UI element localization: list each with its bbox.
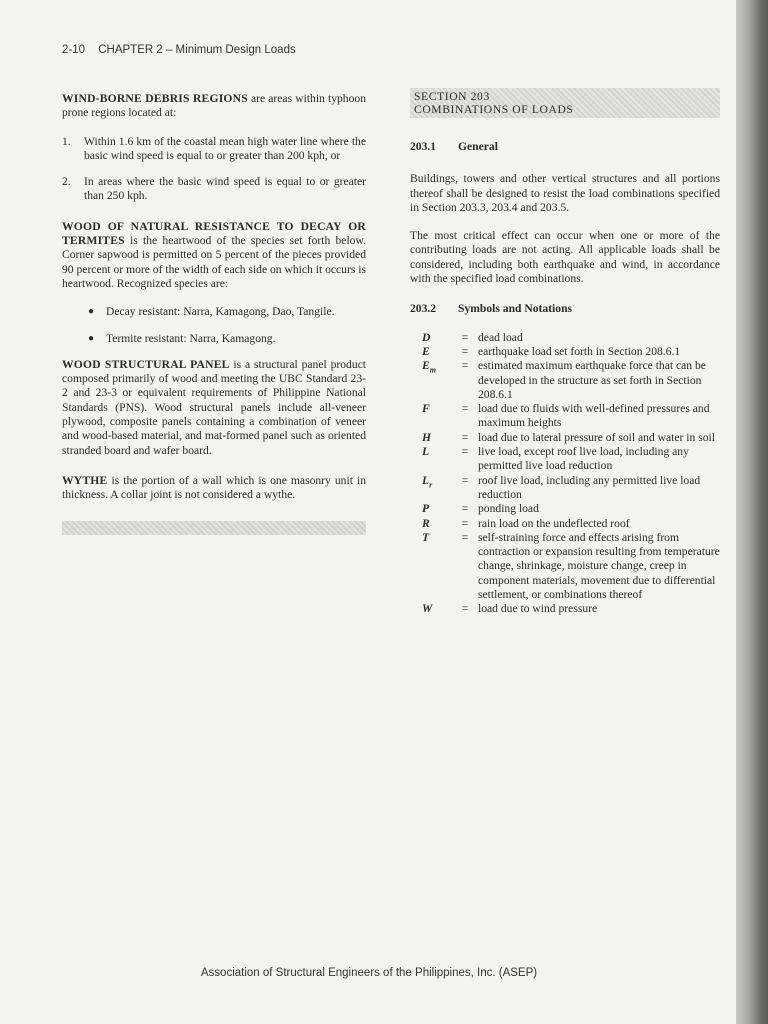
page-header <box>62 44 296 56</box>
symbol: $L_r$ <box>422 473 433 489</box>
symbol: W <box>422 602 433 616</box>
symbol-description: rain load on the undeflected roof <box>478 516 630 530</box>
symbol-description: load due to lateral pressure of soil and water in soil <box>478 430 715 444</box>
definition-wood-natural <box>62 220 366 291</box>
symbol-description: load due to wind pressure <box>478 602 598 616</box>
symbol-row <box>410 402 720 431</box>
symbol-row <box>410 474 720 503</box>
bullet-icon: ● <box>88 306 95 318</box>
page-footer: Association of Structural Engineers of the Philippines, Inc. (ASEP) <box>200 967 538 979</box>
chapter-title: CHAPTER 2 – Minimum Design Loads <box>98 44 296 56</box>
equals-sign: = <box>461 344 469 358</box>
term-wood-natural: WOOD OF NATURAL RESISTANCE TO DECAY OR TERMITES <box>62 219 366 248</box>
equals-sign: = <box>461 516 469 530</box>
symbol-row <box>410 517 720 531</box>
list-text: In areas where the basic wind speed is equal to or greater than 250 kph. <box>84 175 366 203</box>
def-wind-borne: are areas within typhoon prone regions located at: <box>62 92 366 120</box>
symbol: E <box>422 344 430 358</box>
symbol-description: estimated maximum earthquake force that can be developed in the structure as set forth in Section 208.6.1 <box>478 359 706 401</box>
right-column <box>410 88 720 617</box>
section-number: SECTION 203 <box>414 90 490 103</box>
equals-sign: = <box>461 330 469 344</box>
symbol-description: ponding load <box>478 502 539 516</box>
paragraph: Buildings, towers and other vertical structures and all portions thereof shall be designed to resist the load combinations specified in Section 203.3, 203.4 and 203.5. <box>410 172 720 214</box>
page-number: 2-10 <box>62 44 86 56</box>
symbol-description: self-straining force and effects arising from contraction or expansion resulting from temperature change, shrinkage, moisture change, creep in component materials, movement due to differential settlement, or combinations thereof <box>478 530 720 602</box>
equals-sign: = <box>461 445 469 459</box>
symbol-row <box>410 531 720 602</box>
equals-sign: = <box>461 530 469 544</box>
symbol: $E_m$ <box>422 359 436 375</box>
list-item <box>88 332 366 346</box>
symbol-description: roof live load, including any permitted live load reduction <box>478 473 701 501</box>
term-wythe: WYTHE <box>62 473 108 487</box>
list-text: Termite resistant: Narra, Kamagong. <box>106 331 276 345</box>
list-item <box>62 175 366 204</box>
symbol-description: dead load <box>478 330 523 344</box>
section-heading <box>410 88 720 118</box>
species-list <box>88 305 366 346</box>
symbol-row <box>410 602 720 616</box>
list-number: 2. <box>62 175 71 189</box>
equals-sign: = <box>461 502 469 516</box>
bullet-icon: ● <box>88 332 95 344</box>
equals-sign: = <box>461 402 469 416</box>
symbol: R <box>422 516 430 530</box>
def-wood-panel: is a structural panel product composed primarily of wood and meeting the UBC Standard 23-2 and 23-3 or equivalent requirements of Philippine National Standards (PNS). Wood structural panels include all-veneer plywood, composite panels containing a combination of veneer and wood-based material, and mat-formed panel such as oriented stranded board and wafer board. <box>62 357 366 457</box>
symbol: L <box>422 445 430 459</box>
symbol-row <box>410 445 720 474</box>
list-item <box>62 135 366 164</box>
paragraph: The most critical effect can occur when one or more of the contributing loads are not acting. All applicable loads shall be considered, including both earthquake and wind, in accordance with the specified load combinations. <box>410 229 720 286</box>
definition-wood-panel <box>62 358 366 458</box>
equals-sign: = <box>461 359 469 373</box>
symbol: T <box>422 530 430 544</box>
symbol: D <box>422 330 431 344</box>
list-text: Decay resistant: Narra, Kamagong, Dao, Tangile. <box>106 305 335 319</box>
symbol-description: earthquake load set forth in Section 208.6.1 <box>478 344 681 358</box>
equals-sign: = <box>461 430 469 444</box>
list-text: Within 1.6 km of the coastal mean high water line where the basic wind speed is equal to or greater than 200 kph, or <box>84 134 366 162</box>
symbols-table <box>410 331 720 617</box>
def-wythe: is the portion of a wall which is one masonry unit in thickness. A collar joint is not considered a wythe. <box>62 473 366 502</box>
definition-wind-borne <box>62 92 366 121</box>
definition-wythe <box>62 474 366 503</box>
book-spine-shadow <box>736 0 768 1024</box>
subsection-number: 203.1 <box>410 140 437 153</box>
subsection-heading <box>410 140 720 154</box>
symbol-row <box>410 502 720 516</box>
equals-sign: = <box>461 602 469 616</box>
symbol: H <box>422 430 432 444</box>
symbol-row <box>410 331 720 345</box>
term-wood-panel: WOOD STRUCTURAL PANEL <box>62 357 230 371</box>
list-number: 1. <box>62 134 71 148</box>
symbol-row <box>410 431 720 445</box>
symbol-row <box>410 359 720 402</box>
symbol-row <box>410 345 720 359</box>
symbol: P <box>422 502 430 516</box>
equals-sign: = <box>461 473 469 487</box>
list-item <box>88 305 366 319</box>
section-end-divider <box>62 521 366 535</box>
def-wood-natural: is the heartwood of the species set forth below. Corner sapwood is permitted on 5 percent of the pieces provided 90 percent or more of the width of each side on which it occurs is heartwood. Recognized species are: <box>62 234 366 290</box>
subsection-title: Symbols and Notations <box>458 302 573 316</box>
left-column <box>62 92 366 535</box>
subsection-title: General <box>458 140 498 153</box>
subsection-number: 203.2 <box>410 302 437 316</box>
term-wind-borne: WIND-BORNE DEBRIS REGIONS <box>62 92 248 105</box>
symbol: F <box>422 402 430 416</box>
subsection-heading <box>410 302 720 316</box>
symbol-description: load due to fluids with well-defined pressures and maximum heights <box>478 402 710 430</box>
section-title: COMBINATIONS OF LOADS <box>414 103 574 116</box>
symbol-description: live load, except roof live load, including any permitted live load reduction <box>478 445 689 473</box>
